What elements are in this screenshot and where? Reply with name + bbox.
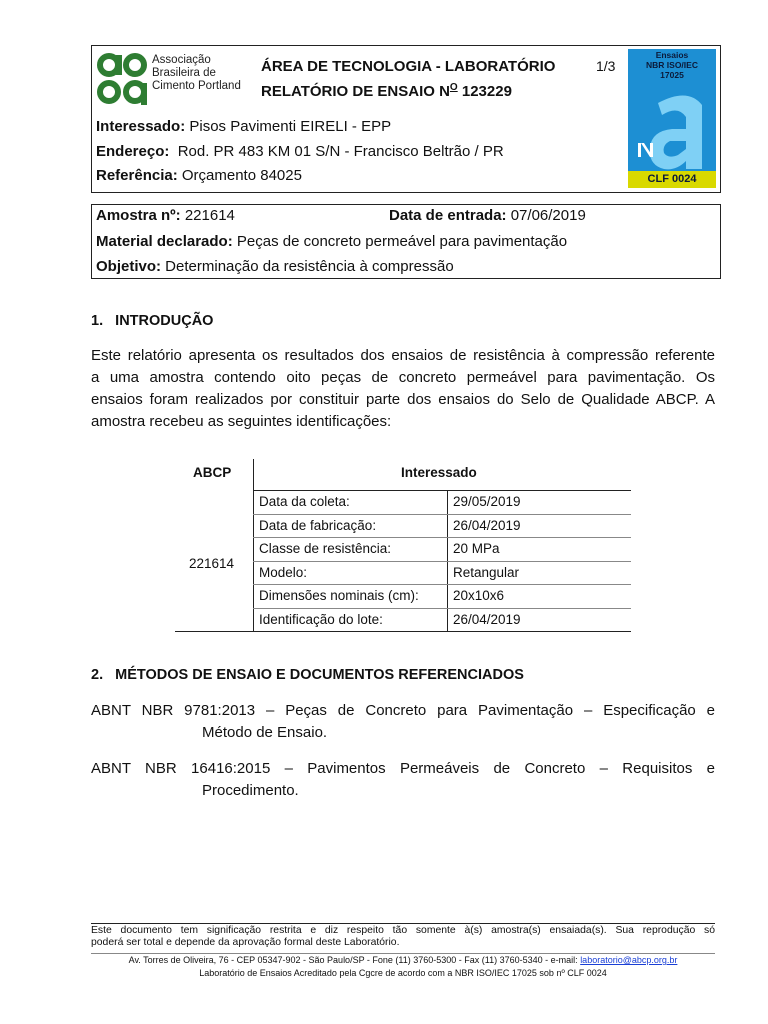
footer-email-link[interactable]: laboratorio@abcp.org.br <box>580 955 678 965</box>
table-row-label: Modelo: <box>259 565 308 580</box>
footer-address <box>91 955 715 965</box>
paragraph-line: ensaios foram realizados por constituir parte dos ensaios do Selo de Qualidade ABCP. A <box>91 391 715 408</box>
badge-line: Ensaios <box>655 50 689 60</box>
reference-line: ABNT NBR 9781:2013 – Peças de Concreto para Pavimentação – Especificação e <box>91 702 715 719</box>
lab-title: ÁREA DE TECNOLOGIA - LABORATÓRIO <box>261 58 556 75</box>
section-1-title: 1. INTRODUÇÃO <box>91 313 214 329</box>
footer-rule <box>91 953 715 954</box>
referencia-label: Referência: <box>96 167 178 184</box>
report-title-super: O <box>449 82 458 93</box>
report-title <box>261 82 512 100</box>
table-rule <box>253 561 631 562</box>
section-2-title: 2. MÉTODOS DE ENSAIO E DOCUMENTOS REFERENCIADOS <box>91 667 524 683</box>
badge-code: CLF 0024 <box>628 171 716 188</box>
table-rule <box>253 490 631 491</box>
table-row-value: 26/04/2019 <box>453 518 521 533</box>
page-number: 1/3 <box>596 58 616 74</box>
endereco-label: Endereço: <box>96 143 170 160</box>
badge-title <box>628 49 716 83</box>
abcp-sample-id: 221614 <box>189 556 235 571</box>
reference-item <box>91 700 715 744</box>
referencia-line <box>96 167 302 184</box>
material-value: Peças de concreto permeável para pavimentação <box>232 233 568 250</box>
accreditation-a-icon <box>628 83 716 171</box>
referencia-value: Orçamento 84025 <box>177 167 302 184</box>
footer-rule <box>91 923 715 924</box>
interessado-label: Interessado: <box>96 118 186 135</box>
footer-disclaimer <box>91 925 715 949</box>
disclaimer-line: Este documento tem significação restrita e diz respeito tão somente à(s) amostra(s) ensaiada(s). Sua reprodução só <box>91 925 715 936</box>
table-header-interessado: Interessado <box>401 465 477 480</box>
org-name-line: Brasileira de <box>152 67 216 79</box>
interessado-value: Pisos Pavimenti EIRELI - EPP <box>185 118 392 135</box>
paragraph-line: amostra recebeu as seguintes identificações: <box>91 413 392 430</box>
table-row-label: Identificação do lote: <box>259 612 383 627</box>
reference-line: Procedimento. <box>202 782 299 799</box>
table-row-label: Classe de resistência: <box>259 541 392 556</box>
amostra-line <box>96 207 235 224</box>
data-entrada-value: 07/06/2019 <box>506 207 586 224</box>
table-row-value: 20x10x6 <box>453 588 505 603</box>
objetivo-line <box>96 258 454 275</box>
table-rule <box>253 584 631 585</box>
footer-accreditation: Laboratório de Ensaios Acreditado pela Cgcre de acordo com a NBR ISO/IEC 17025 sob nº CLF 0024 <box>199 968 607 978</box>
table-row-value: 26/04/2019 <box>453 612 521 627</box>
table-header-abcp: ABCP <box>193 465 232 480</box>
paragraph-line: a uma amostra contendo oito peças de concreto permeável para pavimentação. Os <box>91 369 715 386</box>
org-name-line: Cimento Portland <box>152 80 241 92</box>
material-label: Material declarado: <box>96 233 233 250</box>
objetivo-value: Determinação da resistência à compressão <box>161 258 454 275</box>
table-rule <box>253 514 631 515</box>
table-divider-vertical <box>253 459 254 631</box>
table-row-label: Dimensões nominais (cm): <box>259 588 419 603</box>
data-entrada-line <box>389 207 586 224</box>
report-number: 123229 <box>457 83 512 100</box>
data-entrada-label: Data de entrada: <box>389 207 507 224</box>
interessado-line <box>96 118 391 135</box>
table-row-value: Retangular <box>453 565 520 580</box>
table-rule <box>253 537 631 538</box>
reference-line: Método de Ensaio. <box>202 724 328 741</box>
table-rule <box>253 608 631 609</box>
org-name-line: Associação <box>152 54 211 66</box>
intro-paragraph <box>91 345 715 433</box>
reference-line: ABNT NBR 16416:2015 – Pavimentos Permeáveis de Concreto – Requisitos e <box>91 760 715 777</box>
material-line <box>96 233 567 250</box>
paragraph-line: Este relatório apresenta os resultados dos ensaios de resistência à compressão referente <box>91 347 715 364</box>
report-title-prefix: RELATÓRIO DE ENSAIO N <box>261 83 450 100</box>
abcp-logo-icon <box>96 51 148 107</box>
objetivo-label: Objetivo: <box>96 258 162 275</box>
table-row-value: 20 MPa <box>453 541 500 556</box>
table-rule <box>175 631 631 632</box>
table-row-label: Data de fabricação: <box>259 518 377 533</box>
amostra-label: Amostra nº: <box>96 207 181 224</box>
amostra-value: 221614 <box>180 207 235 224</box>
footer-address-text: Av. Torres de Oliveira, 76 - CEP 05347-902 - São Paulo/SP - Fone (11) 3760-5300 - Fax (11) 3760-5340 - e-mail: <box>128 955 581 965</box>
endereco-line <box>96 143 504 160</box>
badge-line: 17025 <box>660 70 684 80</box>
table-row-label: Data da coleta: <box>259 494 350 509</box>
reference-item <box>91 758 715 802</box>
endereco-value: Rod. PR 483 KM 01 S/N - Francisco Beltrão / PR <box>169 143 504 160</box>
badge-line: NBR ISO/IEC <box>646 60 698 70</box>
table-row-value: 29/05/2019 <box>453 494 521 509</box>
disclaimer-line: poderá ser total e depende da aprovação formal deste Laboratório. <box>91 937 400 948</box>
org-name <box>152 54 241 93</box>
